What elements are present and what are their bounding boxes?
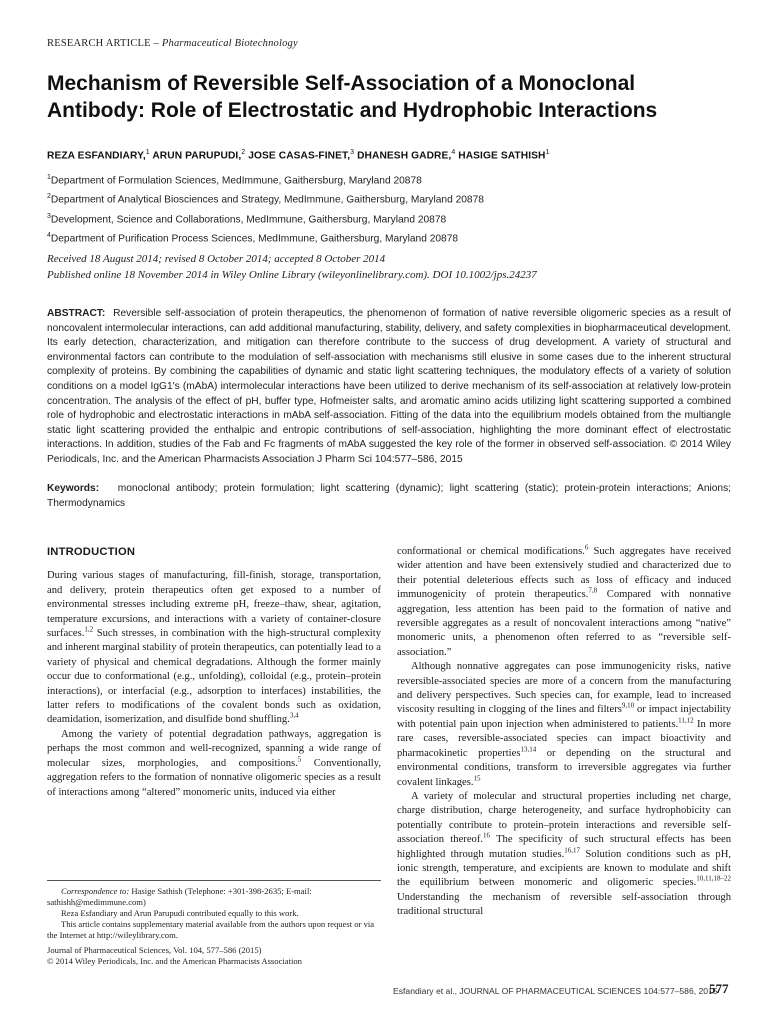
body-paragraph: During various stages of manufacturing, fill-finish, storage, transportation, and delivery, protein therapeutics often get exposed to a number of environmental stresses including extreme pH, freeze–thaw, shear, agitation, temperature excursions, and interactions with a variety of container-closure surfaces.$^{1,2}$ Such stresses, in combination with the high-structural complexity and inherent marginal stability of protein therapeutics, can potentially lead to a variety of physical and chemical degradations. Although the former mainly occur due to conformational (e.g., unfolding), colloidal (e.g., protein–protein interactions), or interfacial (e.g., adsorption to interfaces) instabilities, the latter refers to modifications of the covalent bonds such as oxidation, deamidation, isomerization, and disulfide bond shuffling.$^{3,4}$	[47, 570, 381, 726]
footnote-divider	[47, 880, 381, 881]
author-affiliation-mark: 2	[241, 149, 246, 156]
correspondence-text: Hasige Sathish (Telephone: +301-398-2635; E-mail: sathishh@medimmune.com)	[47, 886, 312, 907]
published-online: Published online 18 November 2014 in Wiley Online Library (wileyonlinelibrary.com). DOI 10.1002/jps.24237	[47, 269, 537, 281]
affiliation	[47, 189, 727, 208]
citation-ref: 3,4	[289, 711, 299, 720]
author-list	[47, 149, 727, 161]
affiliation-mark: 1	[47, 174, 51, 181]
affiliation-mark: 2	[47, 193, 51, 201]
abstract-label: ABSTRACT:	[47, 308, 106, 319]
journal-citation: Journal of Pharmaceutical Sciences, Vol. 104, 577–586 (2015)	[47, 945, 262, 955]
keywords	[47, 482, 731, 511]
author-name: HASIGE SATHISH	[458, 150, 546, 162]
citation-ref: 6	[584, 543, 589, 552]
citation-ref: 1,2	[84, 625, 94, 634]
article-page	[47, 0, 731, 1024]
running-head	[47, 38, 298, 49]
abstract-text: Reversible self-association of protein therapeutics, the phenomenon of formation of native reversible oligomeric species as a result of noncovalent intermolecular interactions, can add additional manufacturing, stability, delivery, and safety complexities in biopharmaceutical development. Its early detection, characterization, and mitigation can therefore contribute to the success of drug development. A variety of structural and environmental factors can contribute to the modulation of self-association with mechanisms still elusive in some cases due to the inherent structural complexity of proteins. By combining the capabilities of dynamic and static light scattering techniques, the modulatory effects of a variety of solution conditions on a model IgG1's (mAbA) intermolecular interactions have been utilized to derive mechanism of its self-association at relatively low-protein concentration. The analysis of the effect of pH, buffer type, Hofmeister salts, and aromatic amino acids utilizing light scattering supported a combined role of hydrophobic and electrostatic interactions in mAbA self-association. Fitting of the data into the equilibrium models obtained from the multiangle static light scattering provided the enthalpic and entropic contributions of self-association, highlighting the more dominant effect of electrostatic interactions. In addition, studies of the Fab and Fc fragments of mAbA suggested the key role of the former in observed self-association. © 2014 Wiley Periodicals, Inc. and the American Pharmacists Association J Pharm Sci 104:577–586, 2015	[47, 308, 731, 465]
received-dates: Received 18 August 2014; revised 8 October 2014; accepted 8 October 2014	[47, 253, 386, 265]
affiliation-text: Department of Formulation Sciences, MedImmune, Gaithersburg, Maryland 20878	[50, 175, 422, 187]
body-paragraph: A variety of molecular and structural properties including net charge, charge distribution, charge heterogeneity, and surface hydrophobicity can potentially contribute to protein–protein interactions and reversible self-association thereof.$^{16}$ The specificity of such structural effects has been highlighted through mutation studies.$^{16,17}$ Solution conditions such as pH, ionic strength, temperature, and excipients are known to modulate and shift the equilibrium between monomeric and oligomeric species.$^{10,11,18-22}$ Understanding the mechanism of reversible self-association through traditional structural	[397, 790, 731, 918]
affiliation-text: Development, Science and Collaborations, MedImmune, Gaithersburg, Maryland 20878	[50, 214, 447, 226]
keywords-label: Keywords:	[47, 483, 100, 494]
right-column	[397, 545, 731, 920]
affiliation-text: Department of Purification Process Sciences, MedImmune, Gaithersburg, Maryland 20878	[50, 233, 459, 245]
affiliation-mark: 4	[47, 232, 51, 240]
correspondence-label: Correspondence to:	[61, 886, 130, 896]
author-name: JOSE CASAS-FINET,	[248, 150, 351, 162]
citation-ref: 9,10	[621, 701, 635, 710]
running-head-separator: –	[150, 38, 162, 49]
author-name: DHANESH GADRE,	[357, 150, 452, 162]
footer-citation: Esfandiary et al., JOURNAL OF PHARMACEUTICAL SCIENCES 104:577–586, 2015	[393, 986, 718, 996]
running-head-section: RESEARCH ARTICLE	[47, 38, 151, 49]
left-column	[47, 545, 381, 800]
correspondence-note	[47, 886, 381, 908]
body-paragraph: Among the variety of potential degradation pathways, aggregation is perhaps the most common and well-recognized, spanning a wide range of molecular sizes, morphologies, and compositions.$^5$ Conventionally, aggregation refers to the formation of nonnative oligomeric species as a result of interactions among “altered” monomeric units, induced via either	[47, 728, 381, 798]
page-number: 577	[709, 981, 729, 996]
keywords-text: monoclonal antibody; protein formulation; light scattering (dynamic); light scattering (static); protein-protein interactions; Anions; Thermodynamics	[47, 483, 731, 509]
citation-ref: 13,14	[520, 745, 537, 754]
right-column-body	[397, 545, 731, 920]
abstract	[47, 307, 731, 468]
citation-ref: 5	[297, 755, 302, 764]
equal-contribution-note: Reza Esfandiary and Arun Parupudi contributed equally to this work.	[61, 908, 299, 918]
affiliation	[47, 209, 727, 228]
citation-ref: 10,11,18–22	[696, 874, 731, 883]
affiliation	[47, 170, 727, 189]
affiliation-text: Department of Analytical Biosciences and Strategy, MedImmune, Gaithersburg, Maryland 20878	[50, 194, 484, 206]
footnotes	[47, 886, 381, 967]
article-title: Mechanism of Reversible Self-Association of a Monoclonal Antibody: Role of Electrostatic and Hydrophobic Interactions	[47, 72, 658, 122]
body-paragraph: Although nonnative aggregates can pose immunogenicity risks, native reversible-associated species are more of a concern from the manufacturing and delivery perspectives. Such species can, for example, lead to increased viscosity resulting in clogging of the lines and filters$^{9,10}$ or impact injectability with potential pain upon injection when administered to patients.$^{11,12}$ In more rare cases, reversible-associated species can impact bioactivity and pharmacokinetic properties$^{13,14}$ or depending on the structural and environmental conditions, transform to irreversible aggregates via further covalent linkages.$^{15}$	[397, 661, 732, 788]
author-name: ARUN PARUPUDI,	[152, 150, 242, 162]
affiliation-mark: 3	[47, 212, 51, 220]
author-affiliation-mark: 1	[545, 149, 550, 156]
body-paragraph: conformational or chemical modifications.$^6$ Such aggregates have received wider attention and have been extensively studied and characterized due to their potential deleterious effects such as loss of efficacy and induced immunogenicity of protein therapeutics.$^{7,8}$ Compared with nonnative aggregation, less attention has been paid to the formation of native and reversible aggregates as a result of noncovalent interactions among “native” monomeric units, a phenomenon often referred to as “reversible self-association.”	[397, 543, 732, 658]
running-head-subsection: Pharmaceutical Biotechnology	[161, 38, 298, 49]
left-column-body	[47, 569, 381, 800]
section-heading-introduction: INTRODUCTION	[47, 546, 136, 558]
author-name: REZA ESFANDIARY,	[47, 150, 146, 162]
citation-ref: 15	[473, 773, 481, 782]
citation-ref: 7,8	[588, 586, 598, 595]
author-affiliation-mark: 4	[451, 149, 456, 156]
citation-ref: 16,17	[564, 846, 580, 854]
author-affiliation-mark: 1	[145, 149, 150, 156]
copyright-note: © 2014 Wiley Periodicals, Inc. and the American Pharmacists Association	[47, 956, 302, 966]
supplementary-note: This article contains supplementary material available from the authors upon request or via the Internet at http://wileylibrary.com.	[47, 919, 375, 940]
author-affiliation-mark: 3	[350, 149, 355, 156]
citation-ref: 11,12	[678, 716, 694, 725]
affiliation	[47, 228, 727, 247]
article-history	[47, 251, 727, 283]
affiliation-list	[47, 170, 727, 248]
citation-ref: 16	[483, 831, 490, 840]
